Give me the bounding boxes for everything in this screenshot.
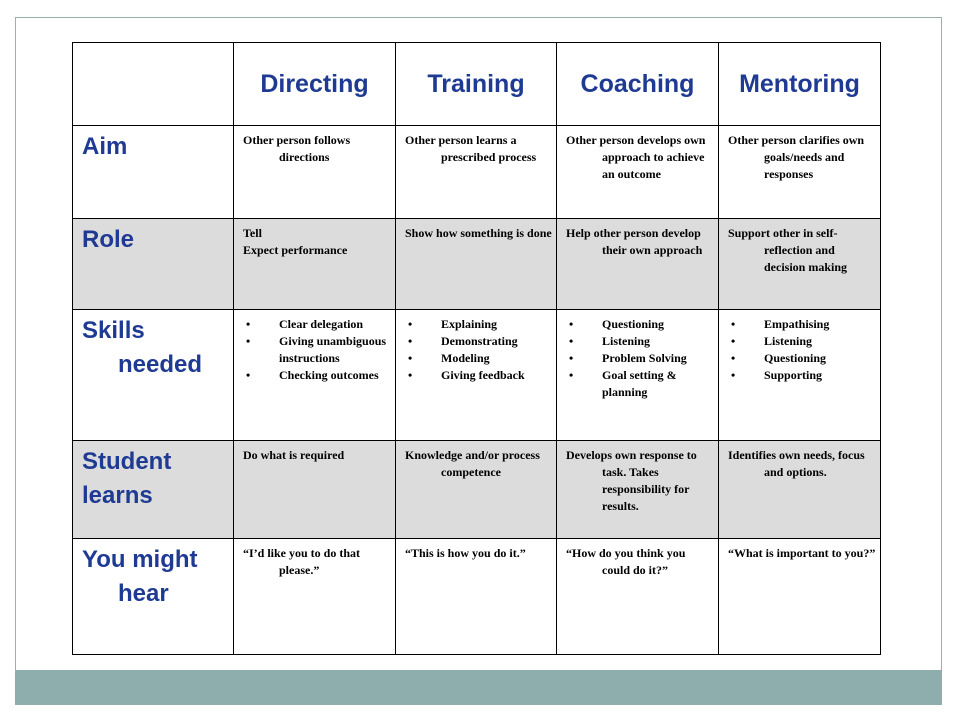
- list-item: • Supporting: [731, 368, 823, 382]
- cell-skills-coaching: [557, 310, 719, 441]
- col-header-coaching: Coaching: [557, 43, 719, 126]
- row-header-student: Student learns: [73, 441, 234, 539]
- cell-role-training: Show how something is done: [396, 219, 557, 310]
- cell-skills-directing: [234, 310, 396, 441]
- list-item: • Questioning: [569, 317, 665, 331]
- cell-student-mentoring: Identifies own needs, focus and options.: [719, 441, 881, 539]
- cell-aim-mentoring: Other person clarifies own goals/needs and responses: [719, 126, 881, 219]
- list-item: • Demonstrating: [408, 334, 518, 348]
- cell-aim-coaching: Other person develops own approach to achieve an outcome: [557, 126, 719, 219]
- cell-hear-training: “This is how you do it.”: [396, 539, 557, 655]
- row-student: [73, 441, 881, 539]
- list-item: • Modeling: [408, 351, 490, 365]
- list-item: • Checking outcomes: [246, 368, 379, 382]
- row-skills: [73, 310, 881, 441]
- list-item: • Clear delegation: [246, 317, 364, 331]
- list-item: • Goal setting & planning: [569, 368, 677, 399]
- row-header-hear: You might hear: [73, 539, 234, 655]
- footer-bar: [15, 670, 942, 705]
- row-role: [73, 219, 881, 310]
- row-hear: [73, 539, 881, 655]
- list-item: • Listening: [569, 334, 651, 348]
- cell-student-coaching: Develops own response to task. Takes responsibility for results.: [557, 441, 719, 539]
- cell-student-directing: Do what is required: [234, 441, 396, 539]
- list-item: • Giving feedback: [408, 368, 525, 382]
- cell-role-coaching: Help other person develop their own approach: [557, 219, 719, 310]
- cell-skills-mentoring: [719, 310, 881, 441]
- row-header-role: Role: [73, 219, 234, 310]
- comparison-table: [72, 42, 881, 655]
- list-item: • Explaining: [408, 317, 498, 331]
- cell-role-mentoring: Support other in self-reflection and decision making: [719, 219, 881, 310]
- list-item: • Giving unambiguous instructions: [246, 334, 387, 365]
- col-header-directing: Directing: [234, 43, 396, 126]
- cell-student-training: Knowledge and/or process competence: [396, 441, 557, 539]
- col-header-training: Training: [396, 43, 557, 126]
- cell-hear-coaching: “How do you think you could do it?”: [557, 539, 719, 655]
- list-item: • Problem Solving: [569, 351, 687, 365]
- list-item: • Listening: [731, 334, 813, 348]
- header-row: [73, 43, 881, 126]
- cell-skills-training: [396, 310, 557, 441]
- cell-aim-training: Other person learns a prescribed process: [396, 126, 557, 219]
- list-item: • Questioning: [731, 351, 827, 365]
- col-header-mentoring: Mentoring: [719, 43, 881, 126]
- row-header-aim: Aim: [73, 126, 234, 219]
- cell-role-directing: Tell Expect performance: [234, 219, 396, 310]
- corner-cell: [73, 43, 234, 126]
- cell-hear-directing: “I’d like you to do that please.”: [234, 539, 396, 655]
- row-header-skills: Skills needed: [73, 310, 234, 441]
- cell-hear-mentoring: “What is important to you?”: [719, 539, 881, 655]
- list-item: • Empathising: [731, 317, 830, 331]
- cell-aim-directing: Other person follows directions: [234, 126, 396, 219]
- row-aim: [73, 126, 881, 219]
